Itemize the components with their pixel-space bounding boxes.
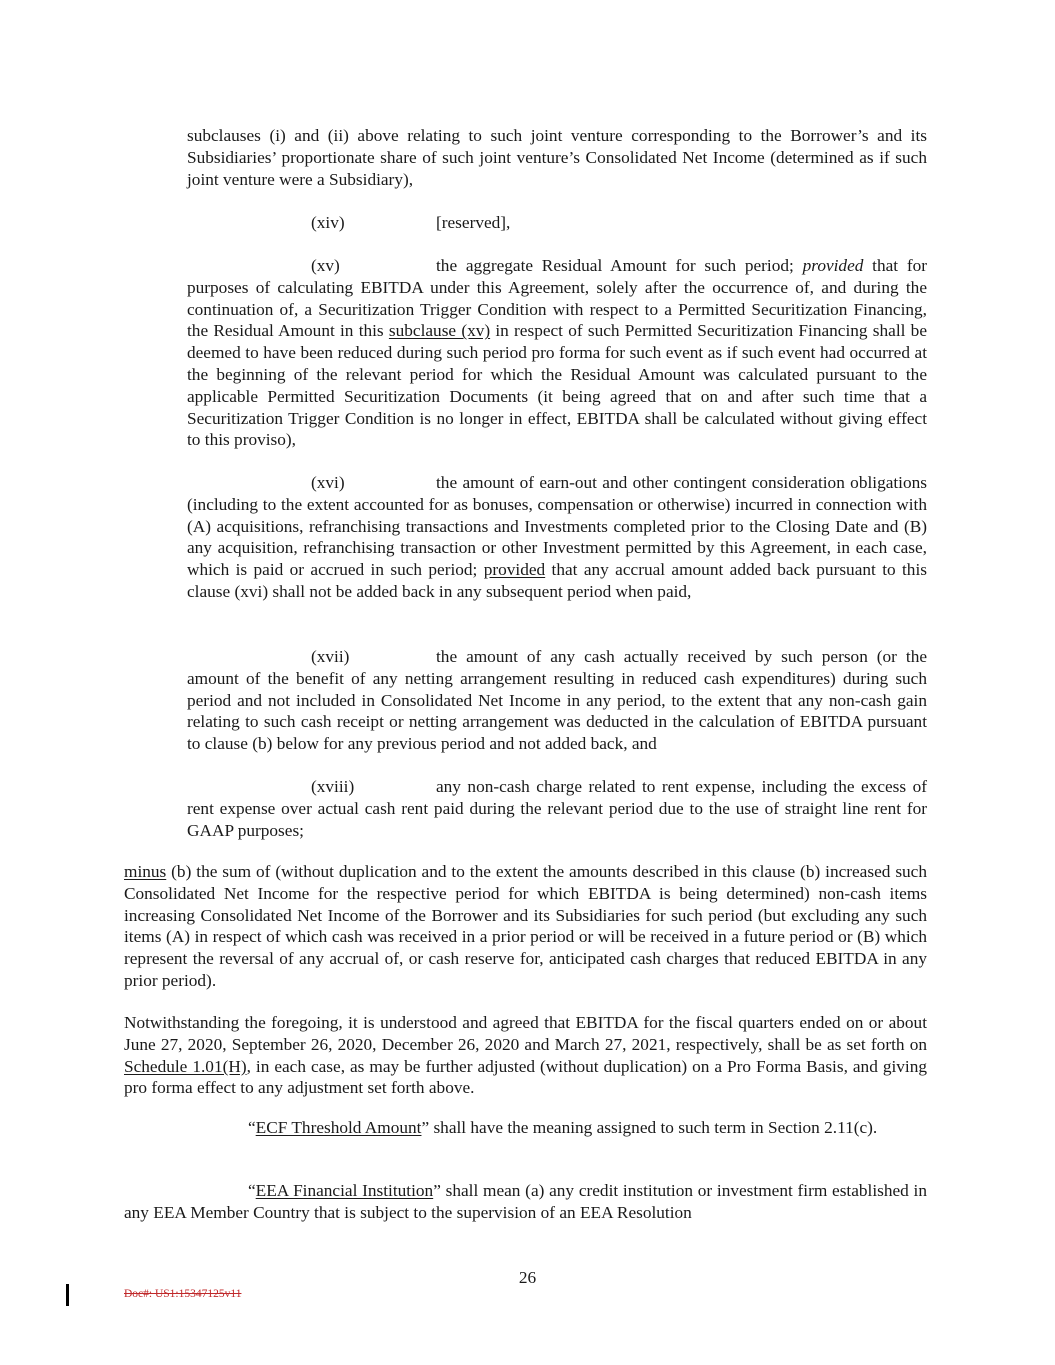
defined-term: ECF Threshold Amount [255,1118,422,1137]
open-quote: “ [248,1181,256,1200]
paragraph-text: subclauses (i) and (ii) above relating to such joint venture corresponding to the Borrower’s and its Subsidiaries’ proportionate share of such joint venture’s Consolidated Net Income (determined as if such joint venture were a Subsidiary), [187,126,927,189]
paragraph-text: (b) the sum of (without duplication and to the extent the amounts described in this clause (b) increased such Consolidated Net Income for the respective period for which EBITDA is being determined) non-cash items increasing Consolidated Net Income of the Borrower and its Subsidiaries for such period (but excluding any such items (A) in respect of which cash was received in a prior period or will be received in a future period or (B) which represent the reversal of any accrual of, or cash reserve for, anticipated cash charges that reduced EBITDA in any prior period). [124,862,927,990]
clause-xv [187,255,927,451]
clause-xiv [187,212,927,234]
clause-text: that for purposes of calculating EBITDA under this Agreement, solely after the occurrence of, and during the continuation of, a Securitization Trigger Condition with respect to a Permitted Securitization Financing, the Residual Amount in this [187,256,927,341]
definition-eea-financial-institution [124,1180,927,1224]
clause-text: the amount of any cash actually received by such person (or the amount of the benefit of any netting arrangement resulting in reduced cash expenditures) during such period and not included in Consolidated Net Income in any period, to the extent that any non-cash gain relating to such cash receipt or netting arrangement was deducted in the calculation of EBITDA pursuant to clause (b) below for any previous period and not added back, and [187,647,927,754]
paragraph-notwithstanding [124,1012,927,1099]
schedule-reference: Schedule 1.01(H) [124,1056,247,1076]
clause-text: in respect of such Permitted Securitization Financing shall be deemed to have been reduced during such period pro forma for such event as if such event had occurred at the beginning of the relevant period for which the Residual Amount was calculated pursuant to the applicable Permitted Securitization Documents (it being agreed that on and after such time that a Securitization Trigger Condition is no longer in effect, EBITDA shall be calculated without giving effect to this proviso), [187,321,927,450]
clause-text: the aggregate Residual Amount for such period; [436,256,803,275]
minus-term: minus [124,862,167,881]
clause-number: (xvi) [311,473,345,492]
subclause-xv-reference: subclause (xv) [388,321,491,341]
clause-text: that any accrual amount added back pursuant to this clause (xvi) shall not be added back in any subsequent period when paid, [187,560,927,601]
paragraph-joint-venture-continuation [187,125,927,190]
clause-number: (xiv) [311,213,345,232]
document-id: Doc#: US1:15347125v11 [124,1288,242,1300]
page-number: 26 [518,1268,537,1287]
provided-term: provided [483,560,546,580]
clause-text: the amount of earn-out and other contingent consideration obligations (including to the extent accounted for as bonuses, compensation or otherwise) incurred in connection with (A) acquisitions, refranchising transactions and Investments completed prior to the Closing Date and (B) any acquisition, refranchising transaction or other Investment permitted by this Agreement, in each case, which is paid or accrued in such period; [187,473,927,580]
clause-xvii [187,646,927,755]
clause-text: any non-cash charge related to rent expense, including the excess of rent expense over actual cash rent paid during the relevant period due to the use of straight line rent for GAAP purposes; [187,777,927,840]
clause-number: (xv) [311,256,340,275]
definition-ecf-threshold-amount [124,1117,927,1139]
open-quote: “ [248,1118,256,1137]
definition-text: ” shall mean (a) any credit institution or investment firm established in any EEA Member Country that is subject to the supervision of an EEA Resolution [124,1181,928,1222]
clause-xviii [187,776,927,841]
clause-xvi [187,472,927,603]
clause-number: (xviii) [311,777,355,796]
paragraph-minus-b [124,861,927,992]
paragraph-text: Notwithstanding the foregoing, it is understood and agreed that EBITDA for the fiscal quarters ended on or about June 27, 2020, September 26, 2020, December 26, 2020 and March 27, 2021, respectively, shall be as set forth on [124,1013,927,1054]
clause-number: (xvii) [311,647,350,666]
defined-term: EEA Financial Institution [255,1181,434,1200]
clause-text: [reserved], [436,213,511,232]
provided-term: provided [802,256,864,275]
change-bar [66,1284,69,1306]
paragraph-text: , in each case, as may be further adjusted (without duplication) on a Pro Forma Basis, and giving pro forma effect to any adjustment set forth above. [124,1056,927,1098]
definition-text: ” shall have the meaning assigned to such term in Section 2.11(c). [421,1118,878,1137]
